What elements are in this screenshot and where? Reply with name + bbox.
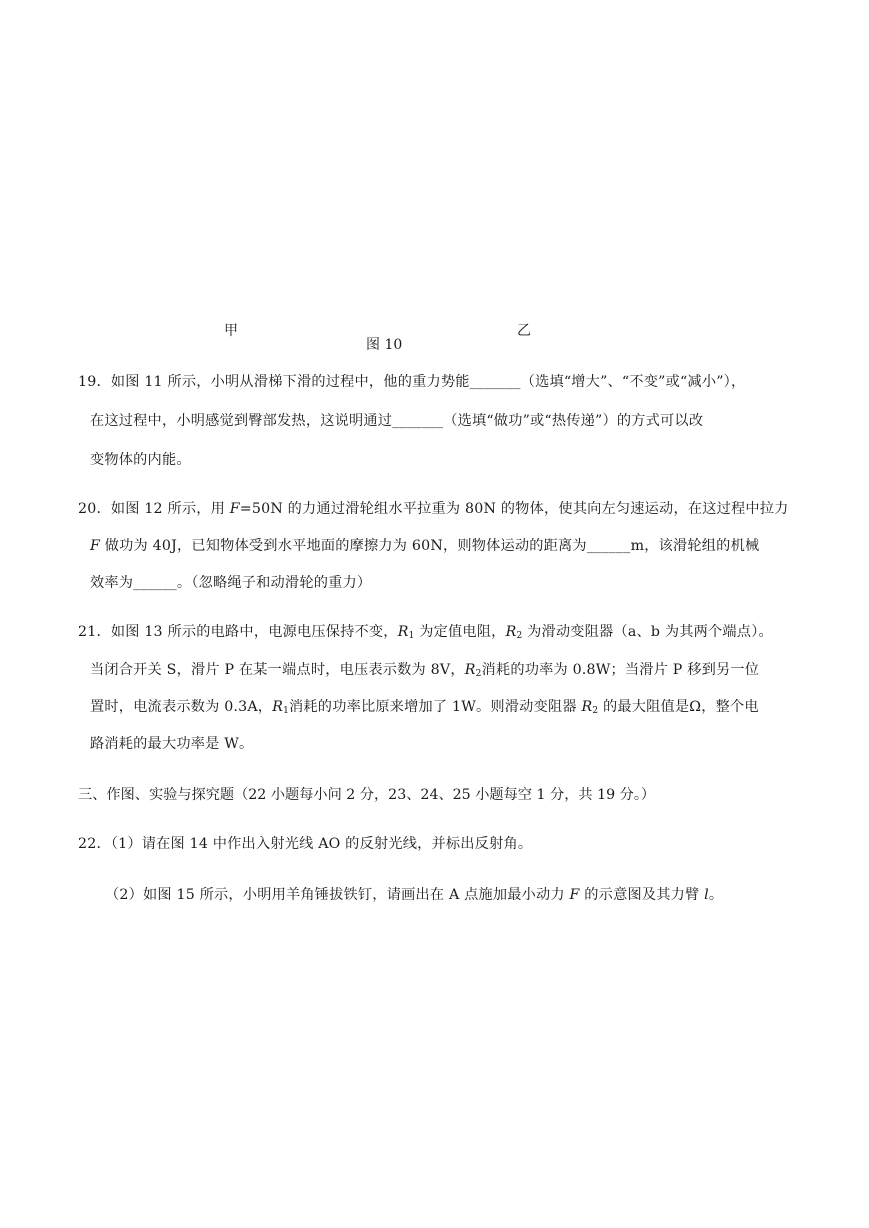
q21-line3-rest: 的最大阻值是Ω，整个电: [598, 699, 759, 715]
q22-part2-end: 。: [708, 887, 724, 903]
q19-line3: 变物体的内能。: [90, 452, 191, 468]
figure10-caption: 图 10: [366, 337, 403, 353]
q21-r2-symbol-b: R: [464, 662, 476, 678]
q22-part2-mid: 的示意图及其力臂: [579, 887, 705, 903]
q22-part1: 22．（1）请在图 14 中作出入射光线 AO 的反射光线，并标出反射角。: [78, 836, 533, 852]
q21-r1-symbol-c: R: [272, 699, 284, 715]
q21-r2-sub-b: 2: [475, 669, 482, 679]
q21-r1-symbol: R: [397, 624, 409, 640]
q21-line3: [90, 696, 759, 716]
q22-force-symbol: F: [569, 887, 580, 903]
q20-line2-rest: 做功为 40J，已知物体受到水平地面的摩擦力为 60N，则物体运动的距离为______m，该滑轮组的机械: [100, 538, 760, 554]
q21-r2-sub-c: 2: [592, 706, 599, 716]
q21-line2-prefix: 当闭合开关 S，滑片 P 在某一端点时，电压表示数为 8V，: [90, 662, 465, 678]
q20-line2: [90, 535, 759, 555]
figure10-label-left: 甲: [224, 323, 238, 339]
q22-arm-symbol: l: [704, 887, 709, 903]
q21-r2-symbol-c: R: [581, 699, 593, 715]
q19-line2: 在这过程中，小明感觉到臀部发热，这说明通过_______（选填“做功”或“热传递”）的方式可以改: [90, 413, 704, 429]
q21-line1-mid: 为定值电阻，: [414, 624, 506, 640]
q21-line3-prefix: 置时，电流表示数为 0.3A，: [90, 699, 273, 715]
q20-line3: 效率为______。（忽略绳子和动滑轮的重力）: [90, 575, 372, 591]
q21-line2-rest: 消耗的功率为 0.8W；当滑片 P 移到另一位: [481, 662, 760, 678]
figure10-label-right: 乙: [517, 323, 531, 339]
q21-line3-mid: 消耗的功率比原来增加了 1W。则滑动变阻器: [289, 699, 582, 715]
q21-r2-sub: 2: [516, 631, 523, 641]
q22-part2: [105, 884, 723, 904]
q19-line1: 19．如图 11 所示，小明从滑梯下滑的过程中，他的重力势能_______（选填“增大”、“不变”或“减小”），: [78, 374, 746, 390]
q22-part2-prefix: （2）如图 15 所示，小明用羊角锤拔铁钉，请画出在 A 点施加最小动力: [105, 887, 570, 903]
q20-force-symbol-2: F: [90, 538, 101, 554]
q21-line1-prefix: 21．如图 13 所示的电路中，电源电压保持不变，: [78, 624, 398, 640]
q20-line1-prefix: 20．如图 12 所示，用: [78, 501, 230, 517]
q21-r1-sub: 1: [408, 631, 415, 641]
q21-line1: [78, 621, 773, 641]
q21-r1-sub-c: 1: [283, 706, 290, 716]
q21-line2: [90, 659, 759, 679]
q21-line1-rest: 为滑动变阻器（a、b 为其两个端点）。: [522, 624, 773, 640]
q21-r2-symbol: R: [505, 624, 517, 640]
section3-heading: 三、作图、实验与探究题（22 小题每小问 2 分，23、24、25 小题每空 1 分，共 19 分。）: [78, 787, 656, 803]
q20-line1: [78, 498, 789, 518]
q20-line1-rest: =50N 的力通过滑轮组水平拉重为 80N 的物体，使其向左匀速运动，在这过程中拉力: [239, 501, 789, 517]
q21-line4: 路消耗的最大功率是 W。: [90, 736, 254, 752]
q20-force-symbol: F: [229, 501, 240, 517]
